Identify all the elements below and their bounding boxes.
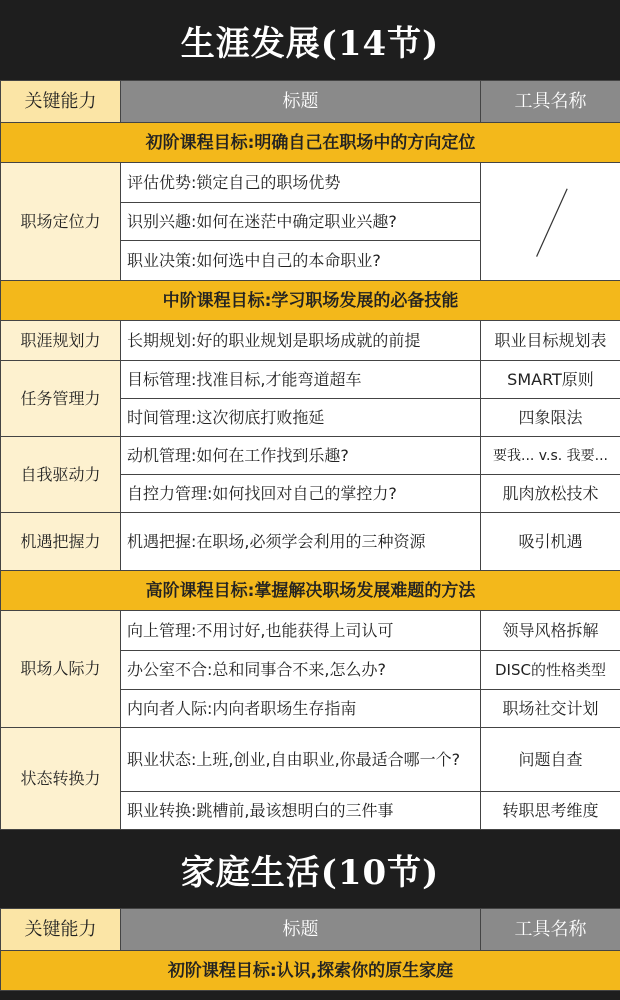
table-header-row [1,909,620,951]
table-row [1,728,620,792]
table-row [1,513,620,571]
topic-introvert: 内向者人际:内向者职场生存指南 [121,690,481,728]
ability-task: 任务管理力 [1,361,121,437]
table-row [1,611,620,651]
goal-row-intermediate [1,281,620,321]
ability-opportunity: 机遇把握力 [1,513,121,571]
tool-motivation: 要我... v.s. 我要... [481,437,620,475]
tool-upward: 领导风格拆解 [481,611,620,651]
tool-introvert: 职场社交计划 [481,690,620,728]
header-ability: 关键能力 [1,909,121,951]
table-row [1,321,620,361]
topic-motivation: 动机管理:如何在工作找到乐趣? [121,437,481,475]
section-title-family: 家庭生活(10节) [0,830,620,908]
tool-goal-mgmt: SMART原则 [481,361,620,399]
topic-interest: 识别兴趣:如何在迷茫中确定职业兴趣? [121,203,481,241]
tool-career-switch: 转职思考维度 [481,792,620,830]
goal-beginner: 初阶课程目标:明确自己在职场中的方向定位 [1,123,620,163]
topic-longterm: 长期规划:好的职业规划是职场成就的前提 [121,321,481,361]
header-ability: 关键能力 [1,81,121,123]
goal-row-advanced [1,571,620,611]
goal-beginner: 初阶课程目标:认识,探索你的原生家庭 [1,951,620,991]
ability-planning: 职涯规划力 [1,321,121,361]
topic-chance: 机遇把握:在职场,必须学会利用的三种资源 [121,513,481,571]
header-tool: 工具名称 [481,909,620,951]
topic-career-state: 职业状态:上班,创业,自由职业,你最适合哪一个? [121,728,481,792]
table-header-row [1,81,620,123]
topic-career-switch: 职业转换:跳槽前,最该想明白的三件事 [121,792,481,830]
goal-row-beginner [1,123,620,163]
tool-career-state: 问题自查 [481,728,620,792]
table-row [1,163,620,203]
topic-time-mgmt: 时间管理:这次彻底打败拖延 [121,399,481,437]
ability-interpersonal: 职场人际力 [1,611,121,728]
tool-office: DISC的性格类型 [481,651,620,690]
header-title: 标题 [121,81,481,123]
tool-selfcontrol: 肌肉放松技术 [481,475,620,513]
section-title-career: 生涯发展(14节) [0,0,620,80]
family-course-table [0,908,620,991]
header-tool: 工具名称 [481,81,620,123]
topic-decision: 职业决策:如何选中自己的本命职业? [121,241,481,281]
topic-assess: 评估优势:锁定自己的职场优势 [121,163,481,203]
topic-office: 办公室不合:总和同事合不来,怎么办? [121,651,481,690]
tool-empty-slash [481,163,620,281]
header-title: 标题 [121,909,481,951]
diagonal-slash-icon [481,163,620,280]
career-course-table [0,80,620,830]
table-row [1,361,620,399]
topic-goal-mgmt: 目标管理:找准目标,才能弯道超车 [121,361,481,399]
goal-advanced: 高阶课程目标:掌握解决职场发展难题的方法 [1,571,620,611]
ability-drive: 自我驱动力 [1,437,121,513]
ability-positioning: 职场定位力 [1,163,121,281]
topic-selfcontrol: 自控力管理:如何找回对自己的掌控力? [121,475,481,513]
goal-intermediate: 中阶课程目标:学习职场发展的必备技能 [1,281,620,321]
topic-upward: 向上管理:不用讨好,也能获得上司认可 [121,611,481,651]
tool-time-mgmt: 四象限法 [481,399,620,437]
ability-state: 状态转换力 [1,728,121,830]
goal-row-beginner [1,951,620,991]
tool-longterm: 职业目标规划表 [481,321,620,361]
tool-chance: 吸引机遇 [481,513,620,571]
table-row [1,437,620,475]
